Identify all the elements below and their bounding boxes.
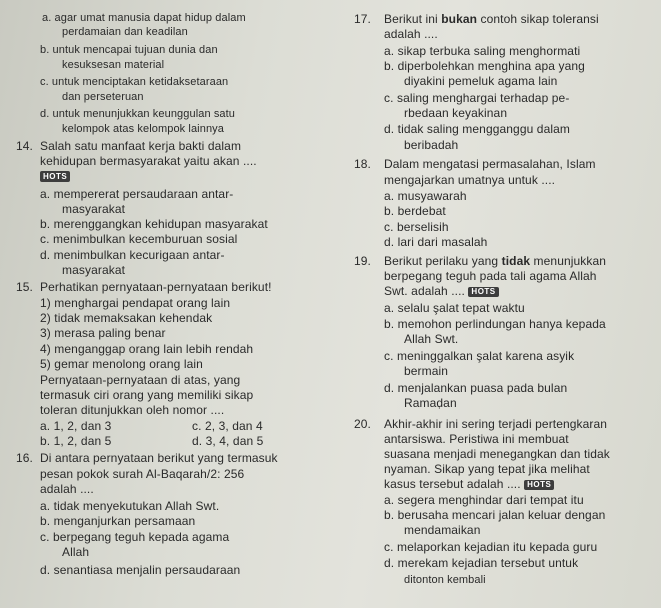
q15-statement-2: 2) tidak memaksakan kehendak: [40, 311, 213, 325]
q15-prompt-cont: termasuk ciri orang yang memiliki sikap: [40, 388, 254, 402]
q18-option-b: b. berdebat: [384, 204, 446, 218]
q20-stem-cont-2: suasana menjadi menegangkan dan tidak: [384, 447, 610, 461]
q19-option-a: a. selalu şalat tepat waktu: [384, 301, 525, 315]
q17-option-d: d. tidak saling mengganggu dalam: [384, 122, 570, 136]
q19-option-c: c. meninggalkan şalat karena asyik: [384, 349, 575, 363]
q20-option-d-cont: ditonton kembali: [404, 574, 486, 586]
q14-option-a: a. mempererat persaudaraan antar-: [40, 187, 234, 201]
q17-option-a: a. sikap terbuka saling menghormati: [384, 44, 581, 58]
q14-number: 14.: [16, 139, 33, 153]
q19-option-d: d. menjalankan puasa pada bulan: [384, 381, 568, 395]
q19-stem-cont-2: Swt. adalah .... HOTS: [384, 285, 499, 297]
q20-stem-cont-3: nyaman. Sikap yang tepat jika melihat: [384, 462, 590, 476]
q20-option-c: c. melaporkan kejadian itu kepada guru: [384, 540, 598, 554]
q15-statement-4: 4) menganggap orang lain lebih rendah: [40, 342, 254, 356]
q15-option-c: c. 2, 3, dan 4: [192, 419, 263, 433]
q19-stem: Berikut perilaku yang tidak menunjukkan: [384, 254, 607, 268]
q20-stem-cont: antarsiswa. Peristiwa ini membuat: [384, 432, 569, 446]
q16-stem-cont: pesan pokok surah Al-Baqarah/2: 256: [40, 467, 245, 481]
q17-stem: Berikut ini bukan contoh sikap toleransi: [384, 12, 599, 26]
q15-statement-5: 5) gemar menolong orang lain: [40, 357, 203, 371]
q15-option-b: b. 1, 2, dan 5: [40, 434, 112, 448]
q20-option-a: a. segera menghindar dari tempat itu: [384, 493, 584, 507]
q13-option-b: b. untuk mencapai tujuan dunia dan: [40, 44, 218, 56]
q15-stem: Perhatikan pernyataan-pernyataan berikut!: [40, 280, 272, 294]
q20-hots-badge: HOTS: [524, 480, 554, 490]
q19-option-b-cont: Allah Swt.: [404, 332, 459, 346]
q14-stem-cont: kehidupan bermasyarakat yaitu akan ....: [40, 154, 257, 168]
q13-option-a-cont: perdamaian dan keadilan: [62, 26, 188, 38]
q20-number: 20.: [354, 417, 371, 431]
q17-option-b-cont: diyakini pemeluk agama lain: [404, 74, 558, 88]
q19-option-b: b. memohon perlindungan hanya kepada: [384, 317, 606, 331]
q16-option-c: c. berpegang teguh kepada agama: [40, 530, 230, 544]
q19-option-d-cont: Ramaḍan: [404, 396, 457, 410]
q14-option-b: b. merenggangkan kehidupan masyarakat: [40, 217, 268, 231]
q17-number: 17.: [354, 12, 371, 26]
q17-option-c-cont: rbedaan keyakinan: [404, 106, 508, 120]
q13-option-d: d. untuk menunjukkan keunggulan satu: [40, 108, 236, 120]
q15-number: 15.: [16, 280, 33, 294]
q17-option-d-cont: beribadah: [404, 138, 459, 152]
q19-hots-badge: HOTS: [468, 287, 498, 297]
q16-option-a: a. tidak menyekutukan Allah Swt.: [40, 499, 220, 513]
q15-option-a: a. 1, 2, dan 3: [40, 419, 112, 433]
q14-option-c: c. menimbulkan kecemburuan sosial: [40, 232, 238, 246]
q20-stem-cont-4: kasus tersebut adalah .... HOTS: [384, 478, 554, 490]
q15-statement-1: 1) menghargai pendapat orang lain: [40, 296, 231, 310]
q15-statement-3: 3) merasa paling benar: [40, 326, 166, 340]
q13-option-c: c. untuk menciptakan ketidaksetaraan: [40, 76, 229, 88]
q18-stem: Dalam mengatasi permasalahan, Islam: [384, 157, 596, 171]
q17-option-b: b. diperbolehkan menghina apa yang: [384, 59, 585, 73]
q16-number: 16.: [16, 451, 33, 465]
q16-stem-cont-2: adalah ....: [40, 482, 94, 496]
q13-option-d-cont: kelompok atas kelompok lainnya: [62, 123, 224, 135]
q20-option-d: d. merekam kejadian tersebut untuk: [384, 556, 579, 570]
q14-stem: Salah satu manfaat kerja bakti dalam: [40, 139, 242, 153]
q17-stem-cont: adalah ....: [384, 27, 438, 41]
q15-option-d: d. 3, 4, dan 5: [192, 434, 264, 448]
q20-stem: Akhir-akhir ini sering terjadi pertengkaran: [384, 417, 608, 431]
q14-option-a-cont: masyarakat: [62, 202, 126, 216]
q18-stem-cont: mengajarkan umatnya untuk ....: [384, 173, 556, 187]
q20-option-b: b. berusaha mencari jalan keluar dengan: [384, 508, 606, 522]
q14-option-d: d. menimbulkan kecurigaan antar-: [40, 248, 225, 262]
q16-option-c-cont: Allah: [62, 545, 90, 559]
q19-stem-cont: berpegang teguh pada tali agama Allah: [384, 269, 597, 283]
q18-option-d: d. lari dari masalah: [384, 235, 488, 249]
q20-option-b-cont: mendamaikan: [404, 523, 481, 537]
q19-number: 19.: [354, 254, 371, 268]
q19-option-c-cont: bermain: [404, 364, 449, 378]
q13-option-b-cont: kesuksesan material: [62, 59, 165, 71]
q18-option-c: c. berselisih: [384, 220, 449, 234]
q16-option-d: d. senantiasa menjalin persaudaraan: [40, 563, 241, 577]
q15-prompt: Pernyataan-pernyataan di atas, yang: [40, 373, 241, 387]
q14-hots-badge: HOTS: [40, 171, 70, 182]
q15-prompt-cont-2: toleran ditunjukkan oleh nomor ....: [40, 403, 225, 417]
q16-option-b: b. menganjurkan persamaan: [40, 514, 196, 528]
q18-option-a: a. musyawarah: [384, 189, 467, 203]
q16-stem: Di antara pernyataan berikut yang termasuk: [40, 451, 278, 465]
q14-option-d-cont: masyarakat: [62, 263, 126, 277]
q17-option-c: c. saling menghargai terhadap pe-: [384, 91, 570, 105]
q18-number: 18.: [354, 157, 371, 171]
q13-option-a: a. agar umat manusia dapat hidup dalam: [42, 12, 246, 24]
q13-option-c-cont: dan perseteruan: [62, 91, 144, 103]
